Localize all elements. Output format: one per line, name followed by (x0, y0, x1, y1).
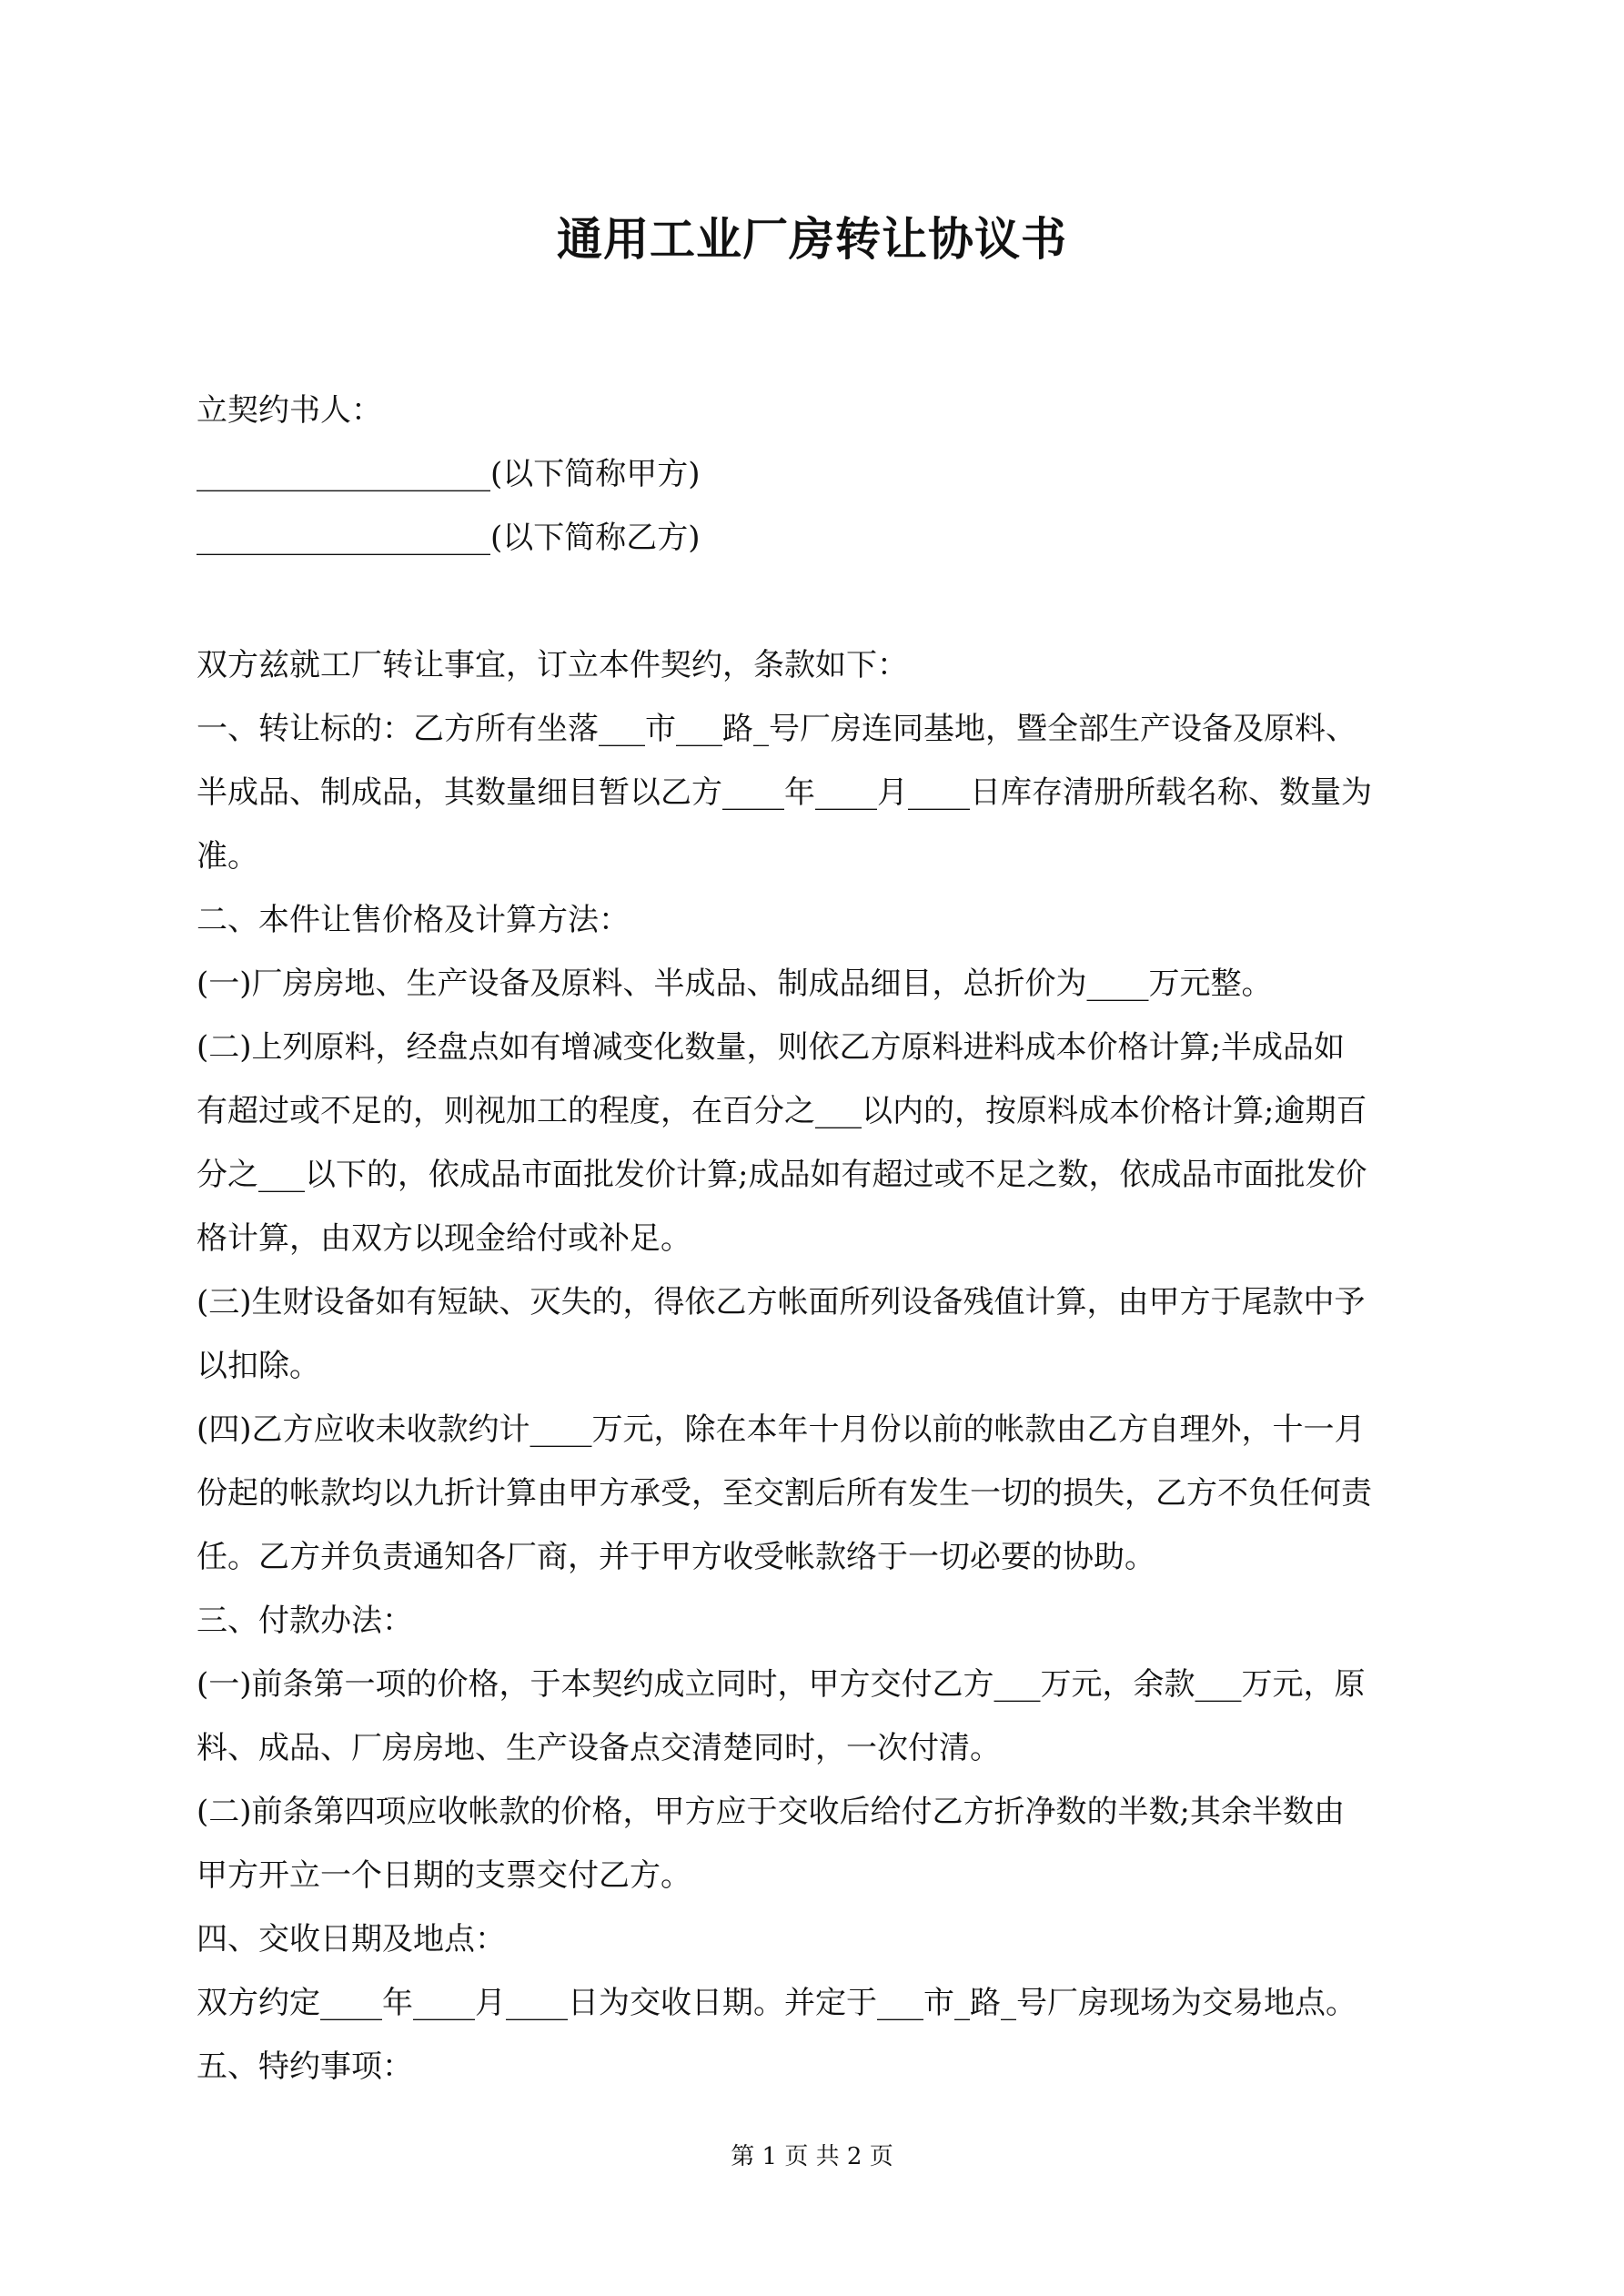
party-a-line: ___________________(以下简称甲方) (197, 456, 701, 492)
clause-3-heading: 三、付款办法： (197, 1603, 413, 1639)
clause-3-item-1-line-2: 料、成品、厂房房地、生产设备点交清楚同时，一次付清。 (197, 1730, 1001, 1766)
party-heading: 立契约书人： (197, 392, 382, 429)
clause-3-item-1-line-1: (一)前条第一项的价格，于本契约成立同时，甲方交付乙方___万元，余款___万元，原 (197, 1666, 1366, 1703)
clause-1-line-2: 半成品、制成品，其数量细目暂以乙方____年____月____日库存清册所载名称、数量为 (197, 774, 1372, 811)
clause-2-heading: 二、本件让售价格及计算方法： (197, 902, 630, 938)
document-title: 通用工业厂房转让协议书 (557, 212, 1067, 266)
clause-1-line-1: 一、转让标的：乙方所有坐落___市___路_号厂房连同基地，暨全部生产设备及原料、 (197, 711, 1357, 747)
clause-2-item-1: (一)厂房房地、生产设备及原料、半成品、制成品细目，总折价为____万元整。 (197, 966, 1273, 1002)
clause-2-item-4-line-2: 份起的帐款均以九折计算由甲方承受，至交割后所有发生一切的损失，乙方不负任何责 (197, 1475, 1372, 1512)
clause-3-item-2-line-2: 甲方开立一个日期的支票交付乙方。 (197, 1857, 691, 1894)
clause-4-heading: 四、交收日期及地点： (197, 1921, 506, 1957)
clause-2-item-2-line-3: 分之___以下的，依成品市面批发价计算;成品如有超过或不足之数，依成品市面批发价 (197, 1157, 1367, 1193)
clause-4-body: 双方约定____年____月____日为交收日期。并定于___市_路_号厂房现场为交易地点。 (197, 1985, 1357, 2021)
clause-3-item-2-line-1: (二)前条第四项应收帐款的价格，甲方应于交收后给付乙方折净数的半数;其余半数由 (197, 1794, 1345, 1830)
clause-2-item-4-line-3: 任。乙方并负责通知各厂商，并于甲方收受帐款络于一切必要的协助。 (197, 1539, 1155, 1575)
clause-2-item-4-line-1: (四)乙方应收未收款约计____万元，除在本年十月份以前的帐款由乙方自理外，十一月 (197, 1411, 1366, 1448)
clause-2-item-2-line-1: (二)上列原料，经盘点如有增减变化数量，则依乙方原料进料成本价格计算;半成品如 (197, 1029, 1345, 1066)
party-b-line: ___________________(以下简称乙方) (197, 520, 701, 556)
preamble: 双方兹就工厂转让事宜，订立本件契约，条款如下： (197, 647, 908, 683)
clause-2-item-3-line-1: (三)生财设备如有短缺、灭失的，得依乙方帐面所列设备残值计算，由甲方于尾款中予 (197, 1284, 1366, 1320)
clause-2-item-3-line-2: 以扣除。 (197, 1348, 320, 1384)
clause-2-item-2-line-4: 格计算，由双方以现金给付或补足。 (197, 1220, 691, 1257)
clause-2-item-2-line-2: 有超过或不足的，则视加工的程度，在百分之___以内的，按原料成本价格计算;逾期百 (197, 1093, 1367, 1129)
page-number: 第 1 页 共 2 页 (731, 2143, 893, 2170)
clause-1-line-3: 准。 (197, 838, 258, 875)
clause-5-heading: 五、特约事项： (197, 2048, 413, 2085)
